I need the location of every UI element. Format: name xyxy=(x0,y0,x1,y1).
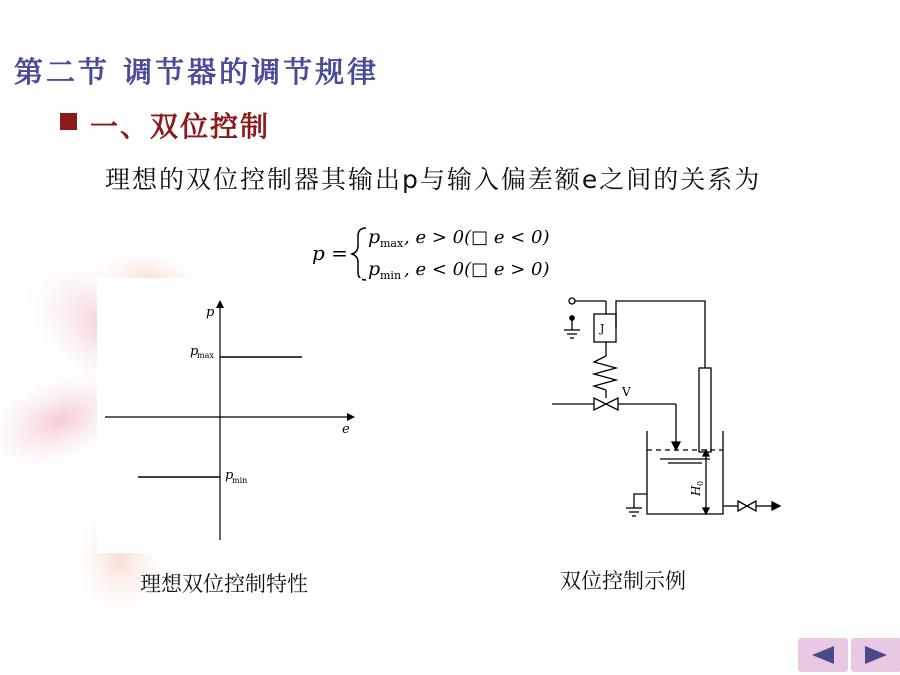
y-axis-label: p xyxy=(206,305,215,320)
outlet-arrow-icon xyxy=(772,502,780,510)
level-sub: 0 xyxy=(696,480,705,486)
y-axis-arrow-icon xyxy=(216,300,224,308)
left-caption: 理想双位控制特性 xyxy=(140,572,308,596)
x-axis-label: e xyxy=(342,422,350,437)
level-label: H xyxy=(689,485,703,496)
electrode-wire xyxy=(616,301,705,368)
section-heading: 一、双位控制 xyxy=(90,110,271,143)
tank-ground-wire xyxy=(634,494,647,508)
right-caption: 双位控制示例 xyxy=(560,569,686,593)
formula-case2-sub: min xyxy=(380,269,402,282)
formula-case1-cond: , e > 0(□ e < 0) xyxy=(404,227,550,248)
tick-label-pmax: p xyxy=(190,344,199,359)
formula-lhs: p = xyxy=(312,241,348,265)
terminal-circle-icon xyxy=(569,298,575,304)
relay-box xyxy=(594,314,616,342)
x-axis-arrow-icon xyxy=(347,413,355,421)
previous-slide-button[interactable] xyxy=(798,638,848,672)
formula-case2-cond: , e < 0(□ e > 0) xyxy=(404,259,550,280)
valve-icon xyxy=(594,398,606,410)
on-off-characteristic-chart xyxy=(97,278,362,553)
slide-title: 第二节 调节器的调节规律 xyxy=(14,55,380,89)
electrode-tube xyxy=(699,368,711,452)
outlet-valve-icon xyxy=(738,501,747,511)
formula-case2-var: p xyxy=(368,258,381,280)
tick-label-pmin: p xyxy=(225,468,234,483)
solenoid-coil-icon xyxy=(594,356,616,390)
triangle-right-icon xyxy=(863,644,889,666)
formula-case1-var: p xyxy=(368,226,381,248)
valve-label: V xyxy=(622,385,631,399)
formula-case1-sub: max xyxy=(380,237,404,250)
on-off-control-diagram xyxy=(540,288,785,528)
relay-label: J xyxy=(600,322,605,335)
tick-label-pmax-sub: max xyxy=(197,351,214,360)
formula-brace xyxy=(352,228,366,280)
triangle-left-icon xyxy=(810,644,836,666)
bullet-square-icon xyxy=(60,113,77,130)
intro-text: 理想的双位控制器其输出p与输入偏差额e之间的关系为 xyxy=(105,165,762,194)
tick-label-pmin-sub: min xyxy=(232,476,248,485)
next-slide-button[interactable] xyxy=(851,638,900,672)
